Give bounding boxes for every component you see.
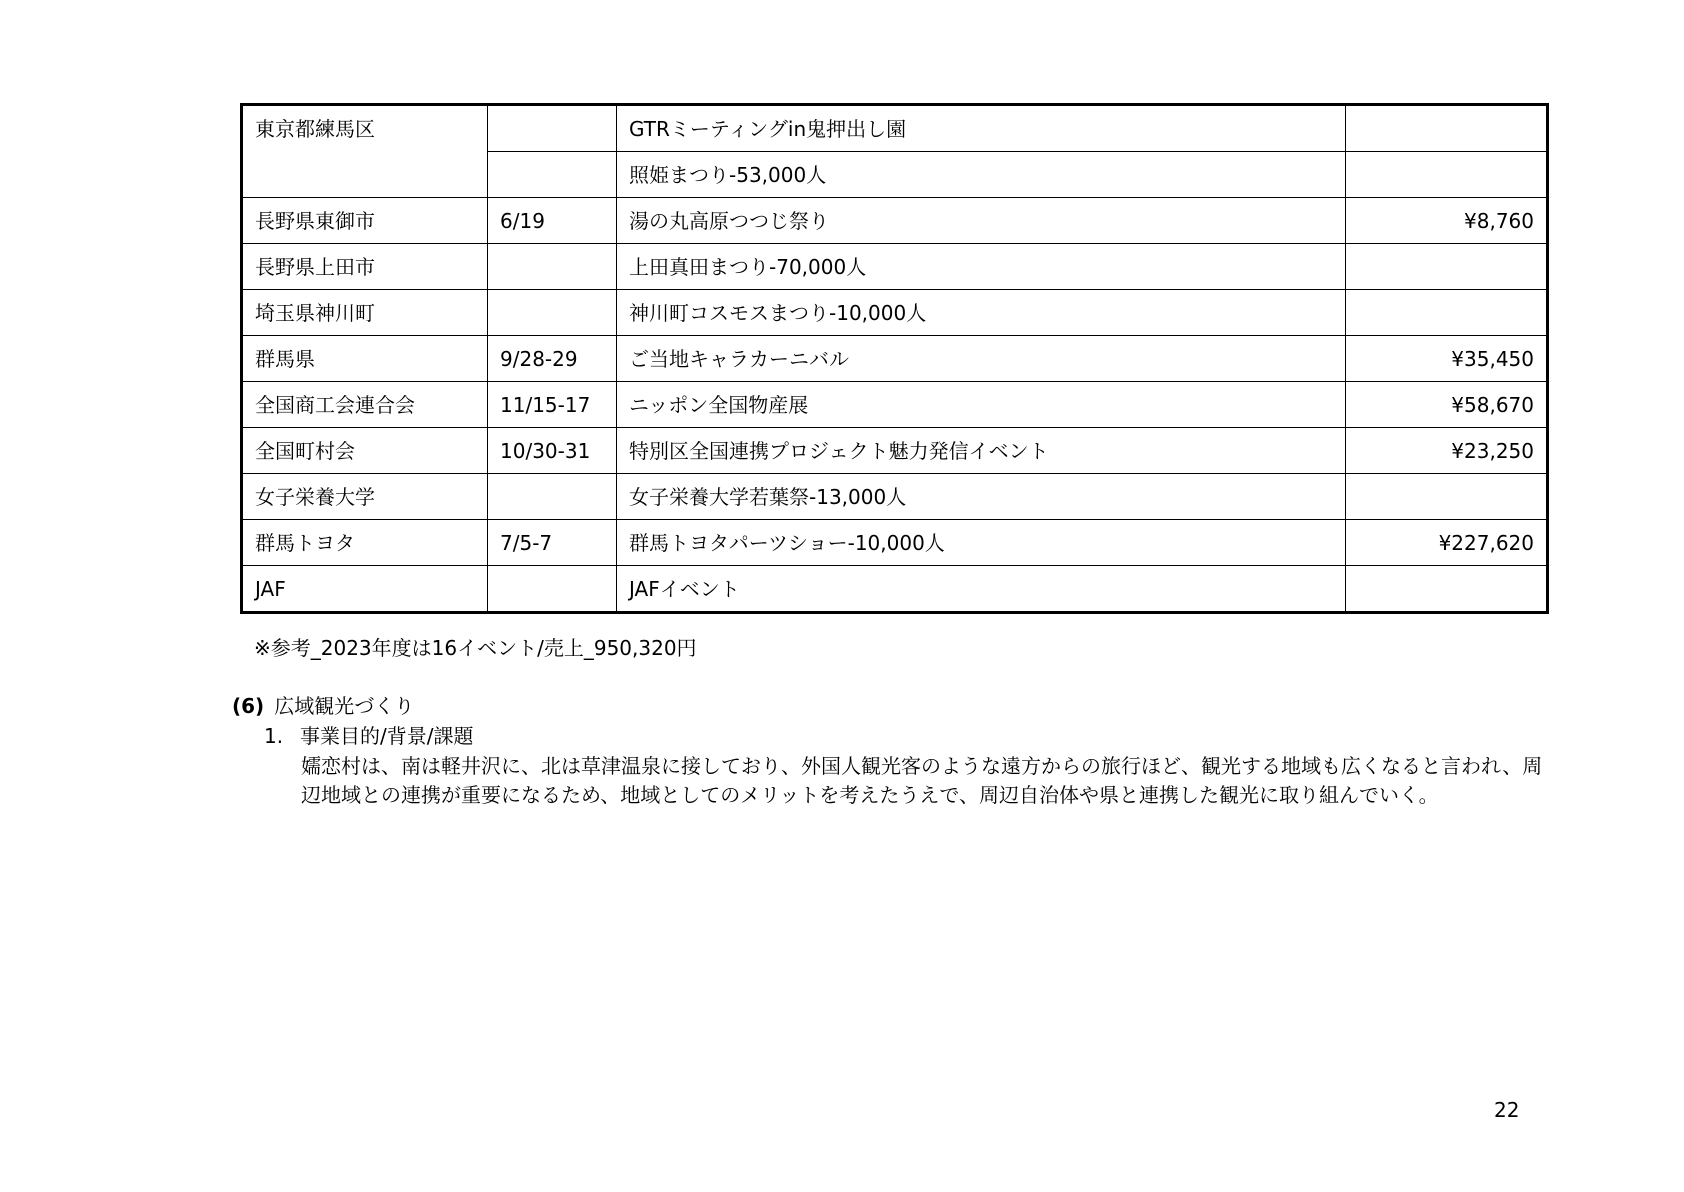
table-row — [242, 566, 1548, 613]
table-row — [242, 520, 1548, 566]
subsection-title: 事業目的/背景/課題 — [300, 724, 474, 748]
date-cell — [488, 474, 617, 520]
table-row — [242, 428, 1548, 474]
date-cell — [488, 105, 617, 152]
section-number: (6) — [232, 694, 265, 718]
event-cell: 特別区全国連携プロジェクト魅力発信イベント — [617, 428, 1346, 474]
subsection-number: 1. — [264, 724, 284, 748]
event-cell: ニッポン全国物産展 — [617, 382, 1346, 428]
table-row — [242, 382, 1548, 428]
events-table — [240, 103, 1549, 614]
subsection-heading — [264, 724, 473, 748]
table-row — [242, 105, 1548, 152]
date-cell — [488, 152, 617, 198]
org-cell: 群馬県 — [242, 336, 488, 382]
event-cell: GTRミーティングin鬼押出し園 — [617, 105, 1346, 152]
body-paragraph: 嬬恋村は、南は軽井沢に、北は草津温泉に接しており、外国人観光客のような遠方からの旅行ほど、観光する地域も広くなると言われ、周辺地域との連携が重要になるため、地域としてのメリットを考えたうえで、周辺自治体や県と連携した観光に取り組んでいく。 — [301, 754, 1543, 807]
date-cell: 11/15-17 — [488, 382, 617, 428]
reference-note: ※参考_2023年度は16イベント/売上_950,320円 — [254, 636, 697, 660]
event-cell: 女子栄養大学若葉祭-13,000人 — [617, 474, 1346, 520]
event-cell: 湯の丸高原つつじ祭り — [617, 198, 1346, 244]
event-cell: 上田真田まつり-70,000人 — [617, 244, 1346, 290]
date-cell: 7/5-7 — [488, 520, 617, 566]
amount-cell: ¥35,450 — [1346, 336, 1548, 382]
table-row — [242, 244, 1548, 290]
amount-cell: ¥227,620 — [1346, 520, 1548, 566]
event-cell: 照姫まつり-53,000人 — [617, 152, 1346, 198]
org-cell: 女子栄養大学 — [242, 474, 488, 520]
table-row — [242, 290, 1548, 336]
date-cell — [488, 566, 617, 613]
amount-cell — [1346, 566, 1548, 613]
event-cell: JAFイベント — [617, 566, 1346, 613]
date-cell — [488, 244, 617, 290]
event-cell: 神川町コスモスまつり-10,000人 — [617, 290, 1346, 336]
amount-cell: ¥8,760 — [1346, 198, 1548, 244]
amount-cell: ¥23,250 — [1346, 428, 1548, 474]
date-cell: 6/19 — [488, 198, 617, 244]
org-cell: 全国町村会 — [242, 428, 488, 474]
page-number: 22 — [1494, 1098, 1520, 1122]
date-cell: 10/30-31 — [488, 428, 617, 474]
event-cell: 群馬トヨタパーツショー-10,000人 — [617, 520, 1346, 566]
event-cell: ご当地キャラカーニバル — [617, 336, 1346, 382]
org-cell: 埼玉県神川町 — [242, 290, 488, 336]
amount-cell — [1346, 105, 1548, 152]
date-cell — [488, 290, 617, 336]
section-heading — [232, 694, 414, 718]
amount-cell — [1346, 152, 1548, 198]
org-cell: 長野県東御市 — [242, 198, 488, 244]
table-row — [242, 336, 1548, 382]
org-cell: 長野県上田市 — [242, 244, 488, 290]
table-row — [242, 474, 1548, 520]
amount-cell — [1346, 244, 1548, 290]
amount-cell — [1346, 474, 1548, 520]
amount-cell: ¥58,670 — [1346, 382, 1548, 428]
date-cell: 9/28-29 — [488, 336, 617, 382]
section-title: 広域観光づくり — [274, 694, 415, 718]
table-row — [242, 198, 1548, 244]
org-cell: 東京都練馬区 — [242, 105, 488, 198]
org-cell: 群馬トヨタ — [242, 520, 488, 566]
org-cell: 全国商工会連合会 — [242, 382, 488, 428]
org-cell: JAF — [242, 566, 488, 613]
amount-cell — [1346, 290, 1548, 336]
